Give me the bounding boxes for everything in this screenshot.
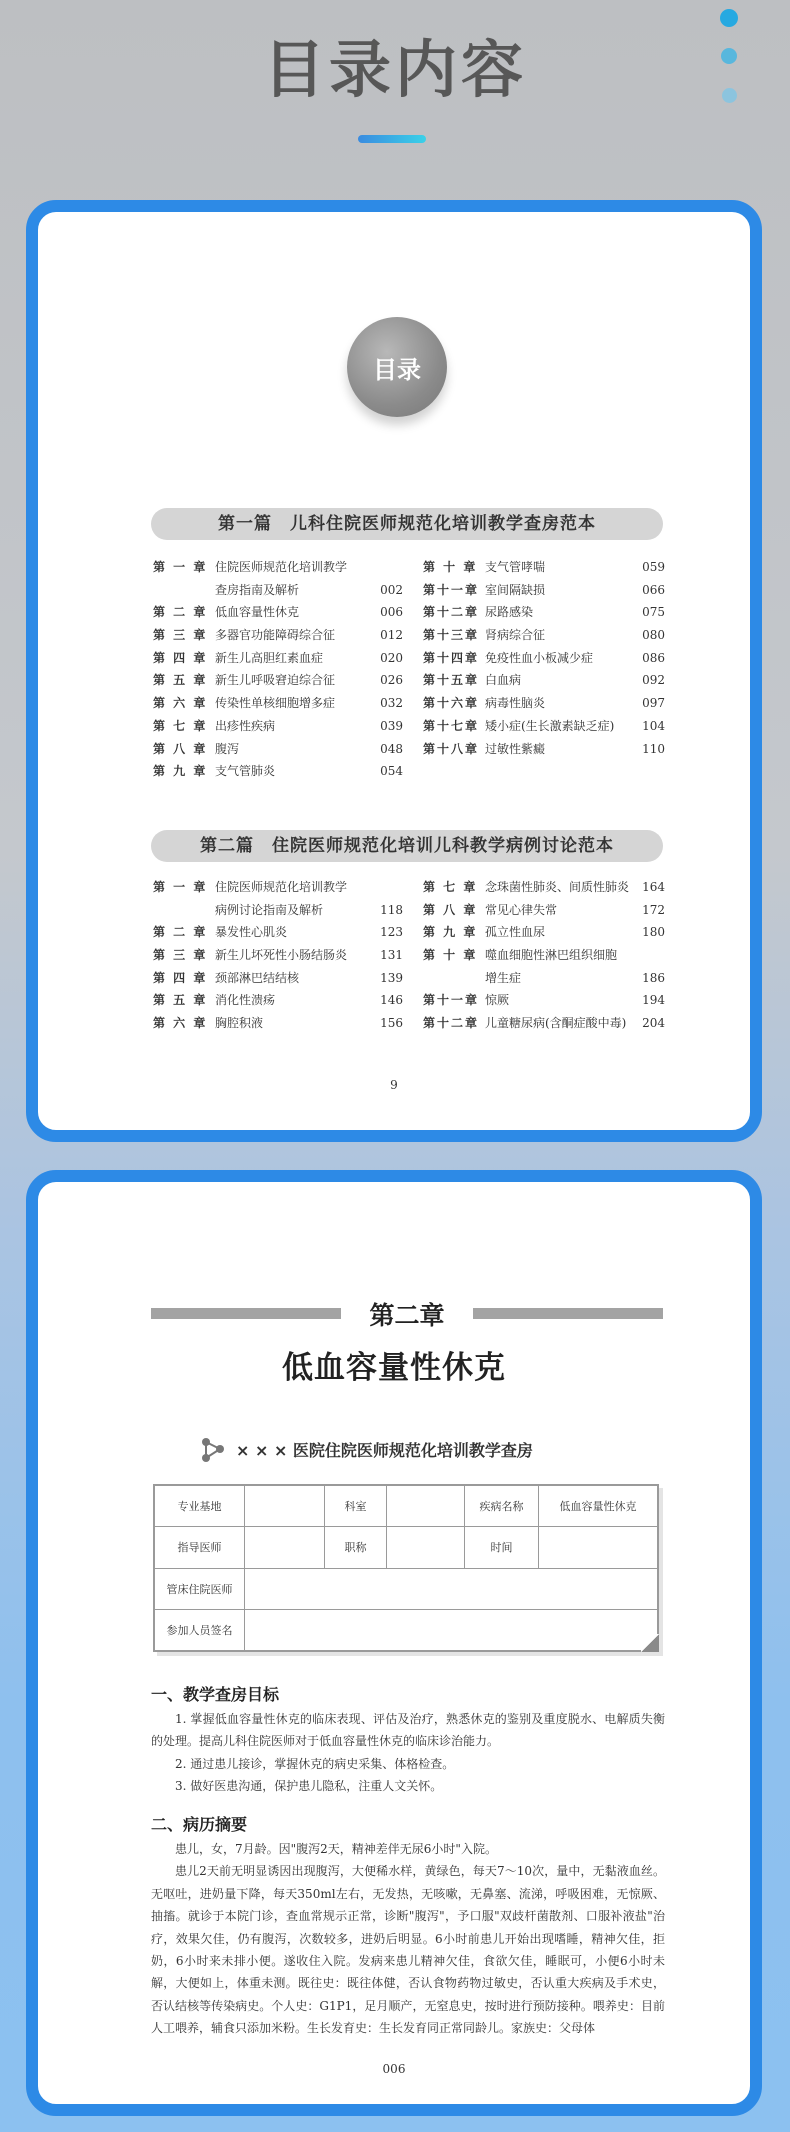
decor-dot-icon — [720, 9, 738, 27]
toc-chapter-number: 第 四 章 — [153, 650, 208, 665]
toc-chapter-title: 胸腔积液 — [215, 1016, 264, 1031]
toc-chapter-number: 第 七 章 — [153, 718, 208, 733]
form-label: 参加人员签名 — [155, 1609, 245, 1650]
toc-part1-right — [423, 556, 665, 760]
toc-page-number — [369, 876, 403, 899]
toc-chapter-number: 第 一 章 — [153, 560, 208, 574]
toc-chapter-title: 传染性单核细胞增多症 — [215, 696, 336, 711]
toc-chapter-number: 第十二章 — [423, 1016, 480, 1031]
toc-chapter-title: 孤立性血尿 — [485, 925, 546, 940]
case-summary-body — [151, 1838, 665, 2040]
toc-page-card — [26, 200, 762, 1142]
section-heading-summary: 二、病历摘要 — [151, 1815, 248, 1834]
toc-page-number: 026 — [380, 673, 403, 688]
toc-page-number: 164 — [642, 880, 665, 894]
toc-chapter-title: 住院医师规范化培训教学 — [215, 560, 348, 574]
form-label: 科室 — [325, 1486, 387, 1527]
toc-chapter-number: 第十六章 — [423, 696, 480, 711]
toc-chapter-number: 第 七 章 — [423, 880, 478, 894]
toc-entry[interactable] — [153, 692, 403, 715]
toc-page-number: 075 — [642, 605, 665, 620]
toc-entry[interactable] — [423, 989, 665, 1012]
toc-chapter-title: 腹泻 — [215, 741, 240, 756]
toc-page-number: 131 — [380, 948, 403, 963]
toc-chapter-title: 常见心律失常 — [485, 902, 558, 917]
toc-chapter-number: 第十四章 — [423, 650, 480, 665]
teaching-round-title — [198, 1434, 533, 1464]
decor-dot-icon — [722, 88, 737, 103]
form-field[interactable] — [245, 1486, 325, 1527]
toc-page-number: 020 — [380, 650, 403, 665]
toc-chapter-title: 新生儿高胆红素血症 — [215, 650, 324, 665]
toc-page-number: 194 — [642, 993, 665, 1008]
toc-chapter-title: 尿路感染 — [485, 605, 534, 620]
toc-page-number: 080 — [642, 628, 665, 643]
toc-entry[interactable] — [423, 624, 665, 647]
toc-chapter-title: 免疫性血小板减少症 — [485, 650, 594, 665]
form-row — [155, 1486, 658, 1527]
toc-chapter-title: 室间隔缺损 — [485, 582, 546, 597]
toc-chapter-title: 病例讨论指南及解析 — [215, 902, 324, 917]
toc-entry[interactable] — [423, 1012, 665, 1035]
toc-chapter-number: 第 二 章 — [153, 605, 208, 620]
page-fold-icon — [641, 1634, 659, 1652]
toc-page-number: 048 — [380, 741, 403, 756]
toc-entry[interactable] — [153, 669, 403, 692]
toc-chapter-number: 第十一章 — [423, 993, 480, 1008]
toc-page-number: 123 — [380, 925, 403, 940]
decor-dot-icon — [721, 48, 737, 64]
toc-page-number: 118 — [380, 902, 403, 917]
toc-chapter-number: 第 八 章 — [153, 741, 208, 756]
toc-entry[interactable] — [423, 876, 665, 899]
toc-page-number: 006 — [380, 605, 403, 620]
chapter-label: 第二章 — [151, 1296, 663, 1332]
toc-page-number: 092 — [642, 673, 665, 688]
toc-chapter-number: 第 四 章 — [153, 970, 208, 985]
toc-chapter-number: 第 十 章 — [423, 948, 478, 963]
toc-page-number: 172 — [642, 902, 665, 917]
toc-page-number — [369, 556, 403, 579]
toc-chapter-title: 增生症 — [485, 970, 522, 985]
toc-chapter-title: 噬血细胞性淋巴组织细胞 — [485, 948, 618, 963]
toc-chapter-number: 第 一 章 — [153, 880, 208, 894]
case-paragraph: 患儿2天前无明显诱因出现腹泻，大便稀水样，黄绿色，每天7～10次，量中，无黏液血丝。无呕吐，进奶量下降，每天350ml左右，无发热，无咳嗽，无鼻塞、流涕，呼吸困难，无惊厥、抽搐。就诊于本院门诊，查血常规示正常，诊断"腹泻"，予口服"双歧杆菌散剂、口服补液盐"治疗，效果欠佳，仍有腹泻，次数较多，进奶后明显。6小时前患儿开始出现嗜睡，精神欠佳，拒奶，6小时来未排小便。遂收住入院。发病来患儿精神欠佳，食欲欠佳，睡眠可，小便6小时未解，大便如上，体重未测。既往史：既往体健，否认食物药物过敏史，否认重大疾病及手术史，否认结核等传染病史。个人史：G1P1，足月顺产，无窒息史，按时进行预防接种。喂养史：目前人工喂养，辅食只添加米粉。生长发育史：生长发育同正常同龄儿。家族史：父母体 — [151, 1864, 665, 2036]
toc-page-number: 139 — [380, 970, 403, 985]
toc-part2-left — [153, 876, 403, 1035]
toc-entry[interactable] — [423, 556, 665, 579]
toc-page-number: 146 — [380, 993, 403, 1008]
teaching-round-form-table — [154, 1485, 658, 1651]
toc-chapter-number: 第十三章 — [423, 628, 480, 643]
page-header-title: 目录内容 — [262, 33, 527, 106]
toc-chapter-number: 第 二 章 — [153, 925, 208, 940]
toc-chapter-title: 出疹性疾病 — [215, 718, 276, 733]
toc-chapter-title: 惊厥 — [485, 993, 510, 1008]
objectives-body — [151, 1708, 665, 1798]
toc-chapter-title: 多器官功能障碍综合征 — [215, 628, 336, 643]
toc-part2-right — [423, 876, 665, 1035]
toc-chapter-number: 第 五 章 — [153, 993, 208, 1008]
toc-page-number: 039 — [380, 718, 403, 733]
toc-page-number: 104 — [642, 718, 665, 733]
toc-chapter-title: 低血容量性休克 — [215, 605, 300, 620]
chapter-title: 低血容量性休克 — [282, 1350, 506, 1386]
toc-chapter-number — [153, 899, 215, 922]
toc-chapter-number — [423, 967, 485, 990]
objective-item: 1. 掌握低血容量性休克的临床表现、评估及治疗，熟悉休克的鉴别及重度脱水、电解质失衡的处理。提高儿科住院医师对于低血容量性休克的临床诊治能力。 — [151, 1712, 665, 1749]
form-field[interactable] — [387, 1527, 465, 1568]
toc-entry[interactable] — [423, 921, 665, 944]
objective-item: 3. 做好医患沟通，保护患儿隐私，注重人文关怀。 — [175, 1779, 443, 1794]
toc-entry[interactable] — [423, 669, 665, 692]
toc-page-number: 086 — [642, 650, 665, 665]
toc-chapter-title: 消化性溃疡 — [215, 993, 276, 1008]
share-nodes-icon — [198, 1434, 228, 1464]
toc-chapter-title: 肾病综合征 — [485, 628, 546, 643]
toc-chapter-number: 第 六 章 — [153, 696, 208, 711]
form-label: 指导医师 — [155, 1527, 245, 1568]
toc-chapter-number: 第 三 章 — [153, 948, 208, 963]
toc-entry[interactable] — [423, 899, 665, 922]
toc-badge: 目录 — [347, 317, 447, 417]
toc-entry[interactable] — [153, 738, 403, 761]
form-row — [155, 1609, 658, 1650]
toc-page-number: 032 — [380, 696, 403, 711]
toc-chapter-number: 第 十 章 — [423, 560, 478, 574]
toc-chapter-title: 住院医师规范化培训教学 — [215, 880, 348, 894]
toc-entry[interactable] — [153, 944, 403, 967]
form-field[interactable] — [245, 1568, 658, 1609]
toc-page-number: 110 — [642, 741, 665, 756]
header-accent-bar — [358, 135, 426, 143]
toc-page-number: 186 — [642, 970, 665, 985]
toc-chapter-number: 第 九 章 — [153, 764, 208, 779]
form-label: 管床住院医师 — [155, 1568, 245, 1609]
toc-entry[interactable] — [423, 647, 665, 670]
toc-entry[interactable] — [423, 601, 665, 624]
chapter-heading — [151, 1294, 663, 1334]
toc-entry[interactable] — [423, 715, 665, 738]
toc-chapter-number: 第 六 章 — [153, 1016, 208, 1031]
toc-entry[interactable] — [153, 601, 403, 624]
teaching-round-form — [153, 1484, 659, 1652]
toc-chapter-title: 白血病 — [485, 673, 522, 688]
toc-page-number: 002 — [380, 582, 403, 597]
toc-entry[interactable] — [423, 967, 665, 990]
toc-chapter-number: 第十一章 — [423, 582, 480, 597]
toc-chapter-title: 矮小症(生长激素缺乏症) — [485, 718, 615, 733]
toc-part1-title: 第一篇 儿科住院医师规范化培训教学查房范本 — [151, 508, 663, 540]
objective-item: 2. 通过患儿接诊，掌握休克的病史采集、体格检查。 — [175, 1756, 455, 1771]
toc-chapter-number: 第 三 章 — [153, 628, 208, 643]
section-heading-objectives: 一、教学查房目标 — [151, 1685, 280, 1704]
form-value: 低血容量性休克 — [539, 1486, 658, 1527]
toc-chapter-title: 病毒性脑炎 — [485, 696, 546, 711]
toc-entry[interactable] — [423, 944, 665, 967]
toc-chapter-title: 儿童糖尿病(含酮症酸中毒) — [485, 1016, 627, 1031]
toc-page-number: 204 — [642, 1016, 665, 1031]
toc-entry[interactable] — [153, 624, 403, 647]
chapter-page-card — [26, 1170, 762, 2116]
toc-part1-left — [153, 556, 403, 783]
form-label: 时间 — [465, 1527, 539, 1568]
toc-entry[interactable] — [153, 967, 403, 990]
toc-chapter-number: 第十五章 — [423, 673, 480, 688]
toc-entry[interactable] — [153, 647, 403, 670]
toc-entry[interactable] — [153, 760, 403, 783]
doc-page-number: 006 — [382, 2062, 406, 2076]
toc-entry[interactable] — [423, 692, 665, 715]
toc-chapter-number: 第十八章 — [423, 741, 480, 756]
toc-page-number: 180 — [642, 925, 665, 940]
form-label: 职称 — [325, 1527, 387, 1568]
toc-part2-title: 第二篇 住院医师规范化培训儿科教学病例讨论范本 — [151, 830, 663, 862]
toc-chapter-title: 支气管肺炎 — [215, 764, 276, 779]
toc-page-number: 066 — [642, 582, 665, 597]
toc-chapter-title: 颈部淋巴结结核 — [215, 970, 300, 985]
form-field[interactable] — [539, 1527, 658, 1568]
form-row — [155, 1568, 658, 1609]
toc-chapter-title: 支气管哮喘 — [485, 560, 546, 574]
teaching-round-label: × × × 医院住院医师规范化培训教学查房 — [236, 1440, 533, 1460]
toc-chapter-title: 查房指南及解析 — [215, 582, 300, 597]
toc-page-number: 054 — [380, 764, 403, 779]
toc-page-number: 156 — [380, 1016, 403, 1031]
case-paragraph: 患儿，女，7月龄。因"腹泻2天，精神差伴无尿6小时"入院。 — [175, 1842, 497, 1856]
toc-chapter-title: 暴发性心肌炎 — [215, 925, 288, 940]
toc-entry[interactable] — [153, 579, 403, 602]
form-row — [155, 1527, 658, 1568]
toc-entry[interactable] — [153, 1012, 403, 1035]
toc-chapter-title: 新生儿坏死性小肠结肠炎 — [215, 948, 348, 963]
toc-chapter-title: 新生儿呼吸窘迫综合征 — [215, 673, 336, 688]
toc-entry[interactable] — [153, 556, 403, 579]
toc-chapter-number — [153, 579, 215, 602]
toc-entry[interactable] — [153, 715, 403, 738]
toc-page-number — [631, 944, 665, 967]
toc-chapter-number: 第 八 章 — [423, 902, 478, 917]
toc-page-number: 9 — [390, 1078, 398, 1092]
toc-chapter-number: 第十二章 — [423, 605, 480, 620]
toc-page-number: 097 — [642, 696, 665, 711]
form-field[interactable] — [245, 1527, 325, 1568]
toc-entry[interactable] — [153, 989, 403, 1012]
form-field[interactable] — [245, 1609, 658, 1650]
toc-chapter-title: 念珠菌性肺炎、间质性肺炎 — [485, 880, 630, 894]
toc-chapter-title: 过敏性紫癜 — [485, 741, 546, 756]
toc-entry[interactable] — [423, 738, 665, 761]
toc-page-number: 012 — [380, 628, 403, 643]
form-field[interactable] — [387, 1486, 465, 1527]
toc-page-number: 059 — [642, 560, 665, 574]
toc-entry[interactable] — [153, 876, 403, 899]
toc-entry[interactable] — [153, 921, 403, 944]
toc-entry[interactable] — [153, 899, 403, 922]
toc-entry[interactable] — [423, 579, 665, 602]
toc-chapter-number: 第 九 章 — [423, 925, 478, 940]
form-label: 疾病名称 — [465, 1486, 539, 1527]
toc-chapter-number: 第十七章 — [423, 718, 480, 733]
toc-chapter-number: 第 五 章 — [153, 673, 208, 688]
form-label: 专业基地 — [155, 1486, 245, 1527]
